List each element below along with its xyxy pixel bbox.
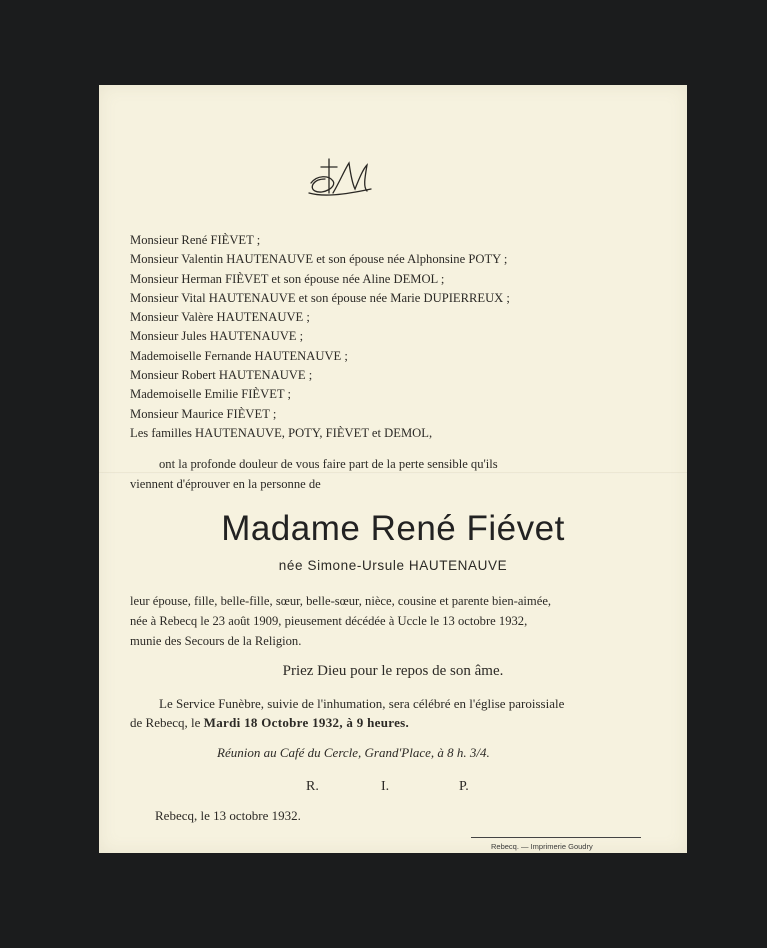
- birth-name-line: [99, 558, 687, 573]
- nee-prefix: née: [278, 558, 304, 573]
- printer-rule: [471, 837, 641, 838]
- cross-monogram-icon: [303, 153, 377, 201]
- service-prefix: de Rebecq, le: [130, 715, 201, 730]
- recipient-line: Monsieur Jules HAUTENAUVE ;: [130, 329, 304, 344]
- deceased-name: Madame René Fiévet: [221, 509, 565, 548]
- rip-line: [99, 779, 687, 795]
- recipient-line: Mademoiselle Fernande HAUTENAUVE ;: [130, 348, 348, 363]
- recipient-line: Monsieur Herman FIÈVET et son épouse née Aline DEMOL ;: [130, 271, 445, 286]
- recipient-line: Mademoiselle Emilie FIÈVET ;: [130, 387, 292, 402]
- service-line-1: Le Service Funèbre, suivie de l'inhumation, sera célébré en l'église paroissiale: [159, 696, 565, 711]
- intro-line-1: ont la profonde douleur de vous faire part de la perte sensible qu'ils: [159, 457, 498, 471]
- recipient-line: Monsieur Valère HAUTENAUVE ;: [130, 310, 310, 325]
- paper-fold: [99, 472, 687, 474]
- recipient-line: Monsieur René FIÈVET ;: [130, 233, 261, 247]
- recipient-list: [130, 231, 510, 443]
- death-notice-card: [99, 85, 687, 853]
- reunion-line: Réunion au Café du Cercle, Grand'Place, à 8 h. 3/4.: [217, 745, 490, 760]
- place-date: Rebecq, le 13 octobre 1932.: [155, 808, 301, 823]
- service-date: Mardi 18 Octobre 1932, à 9 heures.: [203, 715, 410, 730]
- rip-letter: P.: [459, 779, 469, 794]
- recipient-line: Monsieur Vital HAUTENAUVE et son épouse née Marie DUPIERREUX ;: [130, 290, 510, 305]
- recipient-line: Monsieur Valentin HAUTENAUVE et son épouse née Alphonsine POTY ;: [130, 252, 508, 267]
- recipient-line: Monsieur Maurice FIÈVET ;: [130, 406, 277, 421]
- description-line: leur épouse, fille, belle-fille, sœur, belle-sœur, nièce, cousine et parente bien-aimée,: [130, 594, 552, 608]
- rip-letter: I.: [381, 779, 390, 794]
- printer-imprint: Rebecq. — Imprimerie Goudry: [491, 842, 593, 851]
- description-line: munie des Secours de la Religion.: [130, 634, 302, 648]
- description-line: née à Rebecq le 23 août 1909, pieusement décédée à Uccle le 13 octobre 1932,: [130, 614, 528, 628]
- prayer-line: Priez Dieu pour le repos de son âme.: [282, 663, 504, 679]
- description-paragraph: [130, 591, 551, 651]
- recipient-line: Monsieur Robert HAUTENAUVE ;: [130, 368, 313, 383]
- birth-name: Simone-Ursule HAUTENAUVE: [307, 558, 508, 573]
- intro-line-2: viennent d'éprouver en la personne de: [130, 477, 321, 491]
- rip-letter: R.: [306, 779, 319, 794]
- recipient-line: Les familles HAUTENAUVE, POTY, FIÈVET et DEMOL,: [130, 425, 433, 440]
- service-line-2: [130, 715, 409, 731]
